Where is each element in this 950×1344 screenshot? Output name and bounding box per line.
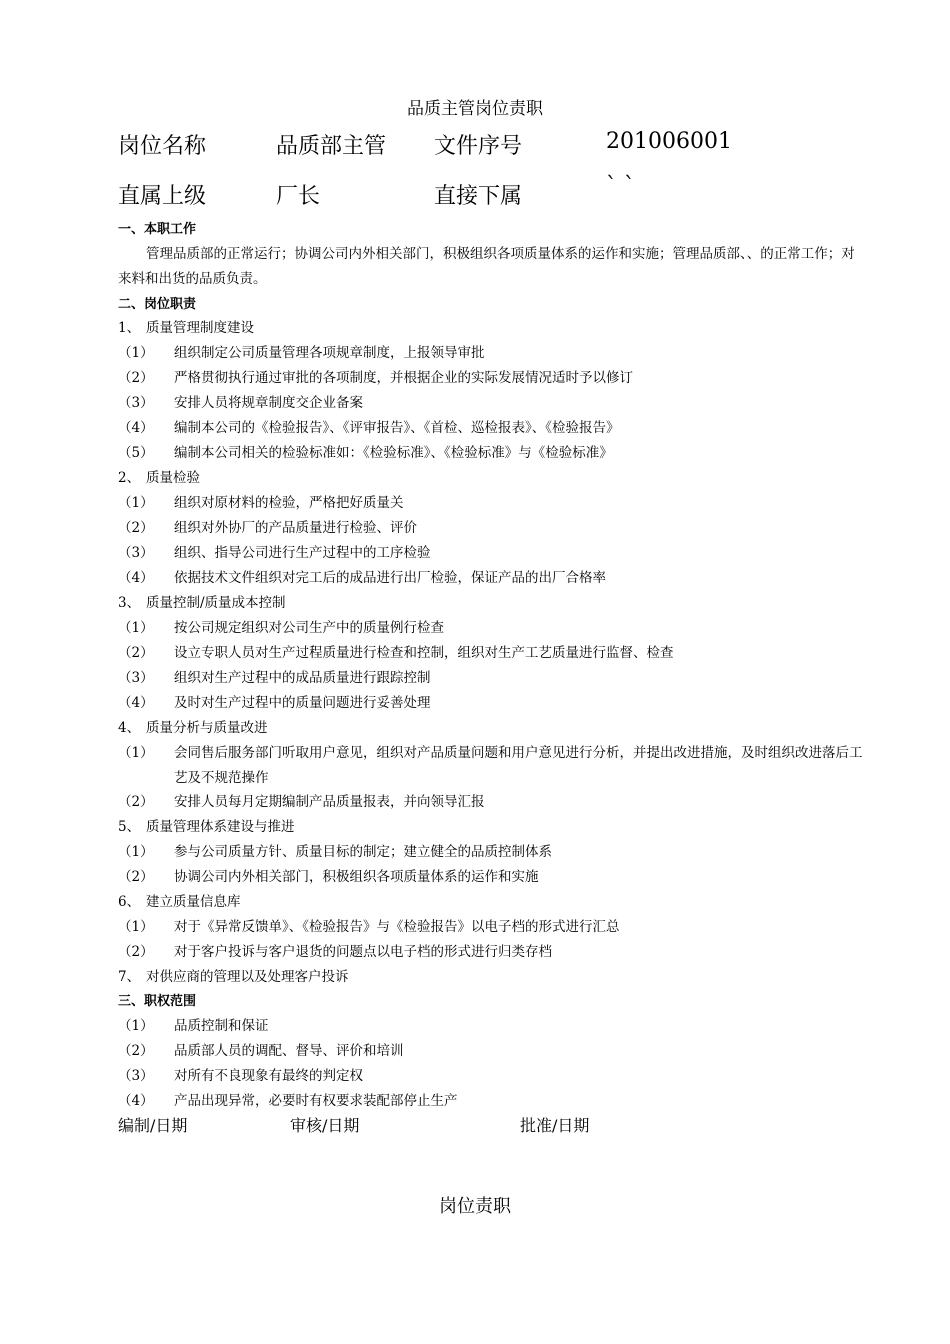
list-item	[118, 1014, 269, 1039]
list-item	[118, 940, 552, 965]
prepared-by-label: 编制/日期	[118, 1116, 188, 1135]
item-text: 组织、指导公司进行生产过程中的工序检验	[174, 545, 431, 561]
group-title: 对供应商的管理以及处理客户投诉	[146, 969, 349, 985]
group-heading	[118, 716, 268, 741]
list-item	[118, 341, 485, 366]
group-title: 质量管理体系建设与推进	[146, 819, 295, 835]
section-heading: 一、本职工作	[118, 222, 197, 237]
subordinate-value: ` `	[606, 174, 635, 199]
group-number: 7、	[118, 969, 141, 985]
item-text: 对于客户投诉与客户退货的问题点以电子档的形式进行归类存档	[174, 944, 552, 960]
item-number: （4）	[118, 1093, 154, 1109]
item-text: 组织对生产过程中的成品质量进行跟踪控制	[174, 670, 431, 686]
list-item	[118, 541, 431, 566]
list-item	[118, 516, 417, 541]
group-number: 3、	[118, 595, 141, 611]
position-name-value: 品质部主管	[276, 134, 387, 159]
group-heading	[118, 591, 286, 616]
item-text: 产品出现异常，必要时有权要求装配部停止生产	[174, 1093, 458, 1109]
item-number: （1）	[118, 919, 154, 935]
item-text: 组织对外协厂的产品质量进行检验、评价	[174, 520, 417, 536]
item-number: （2）	[118, 794, 154, 810]
list-item	[118, 391, 363, 416]
group-heading	[118, 815, 295, 840]
group-title: 建立质量信息库	[146, 894, 241, 910]
doc-number-value: 201006001	[606, 129, 732, 154]
item-text: 编制本公司的《检验报告》、《评审报告》、《首检、巡检报表》、《检验报告》	[174, 420, 620, 436]
item-number: （1）	[118, 1018, 154, 1034]
group-heading	[118, 316, 254, 341]
item-text: 安排人员每月定期编制产品质量报表，并向领导汇报	[174, 794, 485, 810]
item-text: 参与公司质量方针、质量目标的制定；建立健全的品质控制体系	[174, 844, 552, 860]
item-number: （1）	[118, 620, 154, 636]
item-number: （2）	[118, 944, 154, 960]
list-item	[118, 865, 539, 890]
item-text: 安排人员将规章制度交企业备案	[174, 395, 363, 411]
list-item	[118, 416, 620, 441]
supervisor-label: 直属上级	[118, 184, 207, 209]
list-item	[118, 1089, 458, 1114]
item-number: （1）	[118, 844, 154, 860]
doc-number-label: 文件序号	[434, 134, 523, 159]
item-text: 设立专职人员对生产过程质量进行检查和控制，组织对生产工艺质量进行监督、检查	[174, 645, 674, 661]
item-text: 组织制定公司质量管理各项规章制度，上报领导审批	[174, 345, 485, 361]
list-item	[118, 1039, 404, 1064]
duty-paragraph: 管理品质部的正常运行；协调公司内外相关部门，积极组织各项质量体系的运作和实施；管理品质部、、的正常工作；对来料和出货的品质负责。	[118, 246, 855, 287]
item-number: （4）	[118, 420, 154, 436]
item-number: （3）	[118, 670, 154, 686]
group-heading	[118, 890, 241, 915]
document-title: 品质主管岗位责职	[407, 99, 543, 119]
item-text: 严格贯彻执行通过审批的各项制度，并根据企业的实际发展情况适时予以修订	[174, 370, 633, 386]
list-item	[118, 441, 613, 466]
item-text: 对于《异常反馈单》、《检验报告》与《检验报告》以电子档的形式进行汇总	[174, 919, 620, 935]
group-title: 质量分析与质量改进	[146, 720, 268, 736]
list-item	[118, 566, 606, 591]
group-number: 1、	[118, 320, 141, 336]
item-number: （2）	[118, 370, 154, 386]
list-item	[118, 641, 674, 666]
item-number: （1）	[118, 345, 154, 361]
item-number: （2）	[118, 869, 154, 885]
approved-by-label: 批准/日期	[520, 1116, 590, 1135]
item-text: 及时对生产过程中的质量问题进行妥善处理	[174, 695, 431, 711]
group-number: 6、	[118, 894, 141, 910]
group-title: 质量控制/质量成本控制	[146, 595, 286, 611]
position-name-label: 岗位名称	[118, 134, 207, 159]
next-page-title: 岗位责职	[439, 1196, 511, 1217]
group-title: 质量管理制度建设	[146, 320, 254, 336]
list-item	[118, 1064, 363, 1089]
item-number: （5）	[118, 445, 154, 461]
item-text: 对所有不良现象有最终的判定权	[174, 1068, 363, 1084]
item-text: 品质控制和保证	[174, 1018, 269, 1034]
item-number: （3）	[118, 1068, 154, 1084]
group-number: 5、	[118, 819, 141, 835]
item-number: （2）	[118, 645, 154, 661]
item-number: （1）	[118, 745, 154, 761]
group-number: 4、	[118, 720, 141, 736]
group-heading	[118, 466, 200, 491]
item-number: （3）	[118, 395, 154, 411]
list-item	[118, 741, 863, 791]
group-heading	[118, 965, 349, 990]
reviewed-by-label: 审核/日期	[290, 1116, 360, 1135]
item-text: 编制本公司相关的检验标准如：《检验标准》、《检验标准》与《检验标准》	[174, 445, 613, 461]
item-number: （3）	[118, 545, 154, 561]
item-number: （4）	[118, 695, 154, 711]
supervisor-value: 厂长	[276, 184, 321, 209]
item-number: （2）	[118, 520, 154, 536]
list-item	[118, 790, 485, 815]
list-item	[118, 691, 431, 716]
item-text: 品质部人员的调配、督导、评价和培训	[174, 1043, 404, 1059]
list-item	[118, 840, 552, 865]
item-number: （1）	[118, 495, 154, 511]
item-number: （4）	[118, 570, 154, 586]
list-item	[118, 666, 431, 691]
section-heading: 三、职权范围	[118, 994, 197, 1009]
list-item	[118, 366, 633, 391]
section-heading: 二、岗位职责	[118, 297, 197, 312]
item-text: 依据技术文件组织对完工后的成品进行出厂检验，保证产品的出厂合格率	[174, 570, 606, 586]
item-number: （2）	[118, 1043, 154, 1059]
list-item	[118, 491, 404, 516]
item-text: 组织对原材料的检验，严格把好质量关	[174, 495, 404, 511]
group-number: 2、	[118, 470, 141, 486]
item-text: 按公司规定组织对公司生产中的质量例行检查	[174, 620, 444, 636]
item-text: 协调公司内外相关部门，积极组织各项质量体系的运作和实施	[174, 869, 539, 885]
subordinate-label: 直接下属	[434, 184, 523, 209]
list-item	[118, 616, 444, 641]
group-title: 质量检验	[146, 470, 200, 486]
list-item	[118, 915, 620, 940]
item-text: 会同售后服务部门听取用户意见，组织对产品质量问题和用户意见进行分析，并提出改进措施，及时组织改进落后工艺及不规范操作	[174, 745, 863, 786]
